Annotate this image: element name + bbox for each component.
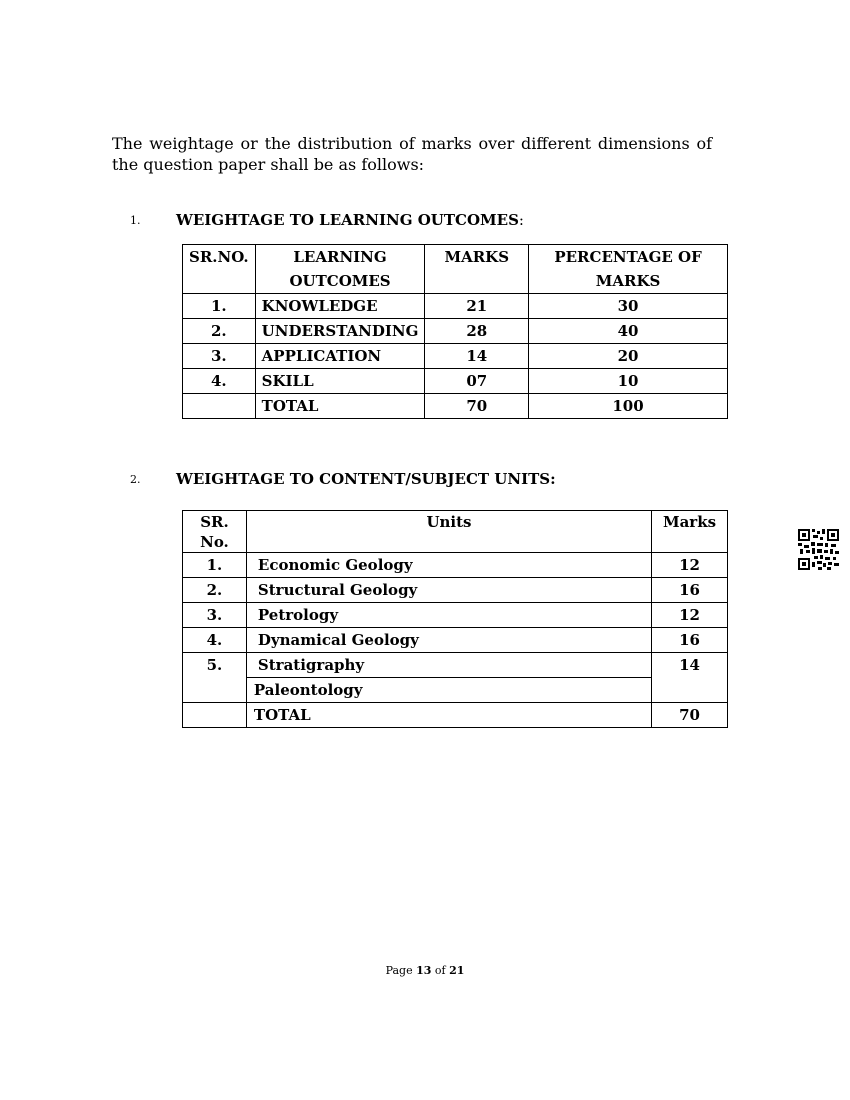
table-row [183, 678, 728, 703]
header-sr-no: SR.NO. [183, 245, 256, 294]
cell-percentage: 20 [529, 344, 728, 369]
cell-sr [183, 394, 256, 419]
cell-unit: Dynamical Geology [246, 628, 651, 653]
qr-code-icon [798, 529, 839, 570]
cell-total-percentage: 100 [529, 394, 728, 419]
table-row [183, 603, 728, 628]
table-total-row [183, 703, 728, 728]
footer-page-label: Page [385, 964, 413, 977]
cell-percentage: 30 [529, 294, 728, 319]
cell-outcome: KNOWLEDGE [255, 294, 425, 319]
cell-percentage: 40 [529, 319, 728, 344]
table-row [183, 294, 728, 319]
table-row [183, 578, 728, 603]
cell-marks: 07 [425, 369, 529, 394]
cell-marks: 12 [652, 553, 728, 578]
table-row [183, 628, 728, 653]
header-marks: Marks [652, 511, 728, 553]
table-row [183, 344, 728, 369]
learning-outcomes-table [182, 244, 728, 419]
cell-outcome: APPLICATION [255, 344, 425, 369]
section-1-title: WEIGHTAGE TO LEARNING OUTCOMES [176, 211, 519, 229]
cell-percentage: 10 [529, 369, 728, 394]
cell-outcome: UNDERSTANDING [255, 319, 425, 344]
cell-marks: 14 [425, 344, 529, 369]
header-units: Units [246, 511, 651, 553]
cell-marks: 21 [425, 294, 529, 319]
cell-sr: 3. [183, 603, 247, 628]
header-marks: MARKS [425, 245, 529, 294]
header-learning-outcomes: LEARNING OUTCOMES [255, 245, 425, 294]
footer-total-pages: 21 [449, 964, 465, 977]
header-percentage: PERCENTAGE OF MARKS [529, 245, 728, 294]
footer-of-label: of [434, 964, 446, 977]
footer-page-number: 13 [416, 964, 432, 977]
table-row [183, 653, 728, 678]
header-sr-no: SR. No. [183, 511, 247, 553]
cell-marks: 14 [652, 653, 728, 703]
table-header-row [183, 245, 728, 294]
cell-sr: 1. [183, 294, 256, 319]
cell-unit: Stratigraphy [246, 653, 651, 678]
cell-sr: 2. [183, 319, 256, 344]
cell-sr: 3. [183, 344, 256, 369]
table-row [183, 553, 728, 578]
section-2-number: 2. [130, 473, 141, 486]
page-footer [0, 964, 850, 977]
table-header-row [183, 511, 728, 553]
table-total-row [183, 394, 728, 419]
cell-unit: Petrology [246, 603, 651, 628]
intro-paragraph: The weightage or the distribution of marks over different dimensions of the question paper shall be as follows: [112, 134, 712, 174]
cell-marks: 16 [652, 628, 728, 653]
cell-sr: 5. [183, 653, 247, 703]
cell-outcome: SKILL [255, 369, 425, 394]
cell-sr: 1. [183, 553, 247, 578]
cell-sr: 2. [183, 578, 247, 603]
cell-marks: 28 [425, 319, 529, 344]
section-1-number: 1. [130, 214, 141, 227]
cell-unit: Structural Geology [246, 578, 651, 603]
cell-total-marks: 70 [652, 703, 728, 728]
cell-sr: 4. [183, 369, 256, 394]
cell-sr: 4. [183, 628, 247, 653]
table-row [183, 369, 728, 394]
cell-unit: Paleontology [246, 678, 651, 703]
cell-total-marks: 70 [425, 394, 529, 419]
cell-total-label: TOTAL [246, 703, 651, 728]
section-1-colon: : [518, 211, 524, 229]
subject-units-table [182, 510, 728, 728]
cell-marks: 16 [652, 578, 728, 603]
table-row [183, 319, 728, 344]
cell-sr [183, 703, 247, 728]
section-2-title: WEIGHTAGE TO CONTENT/SUBJECT UNITS: [176, 470, 556, 488]
cell-marks: 12 [652, 603, 728, 628]
cell-unit: Economic Geology [246, 553, 651, 578]
cell-total-label: TOTAL [255, 394, 425, 419]
